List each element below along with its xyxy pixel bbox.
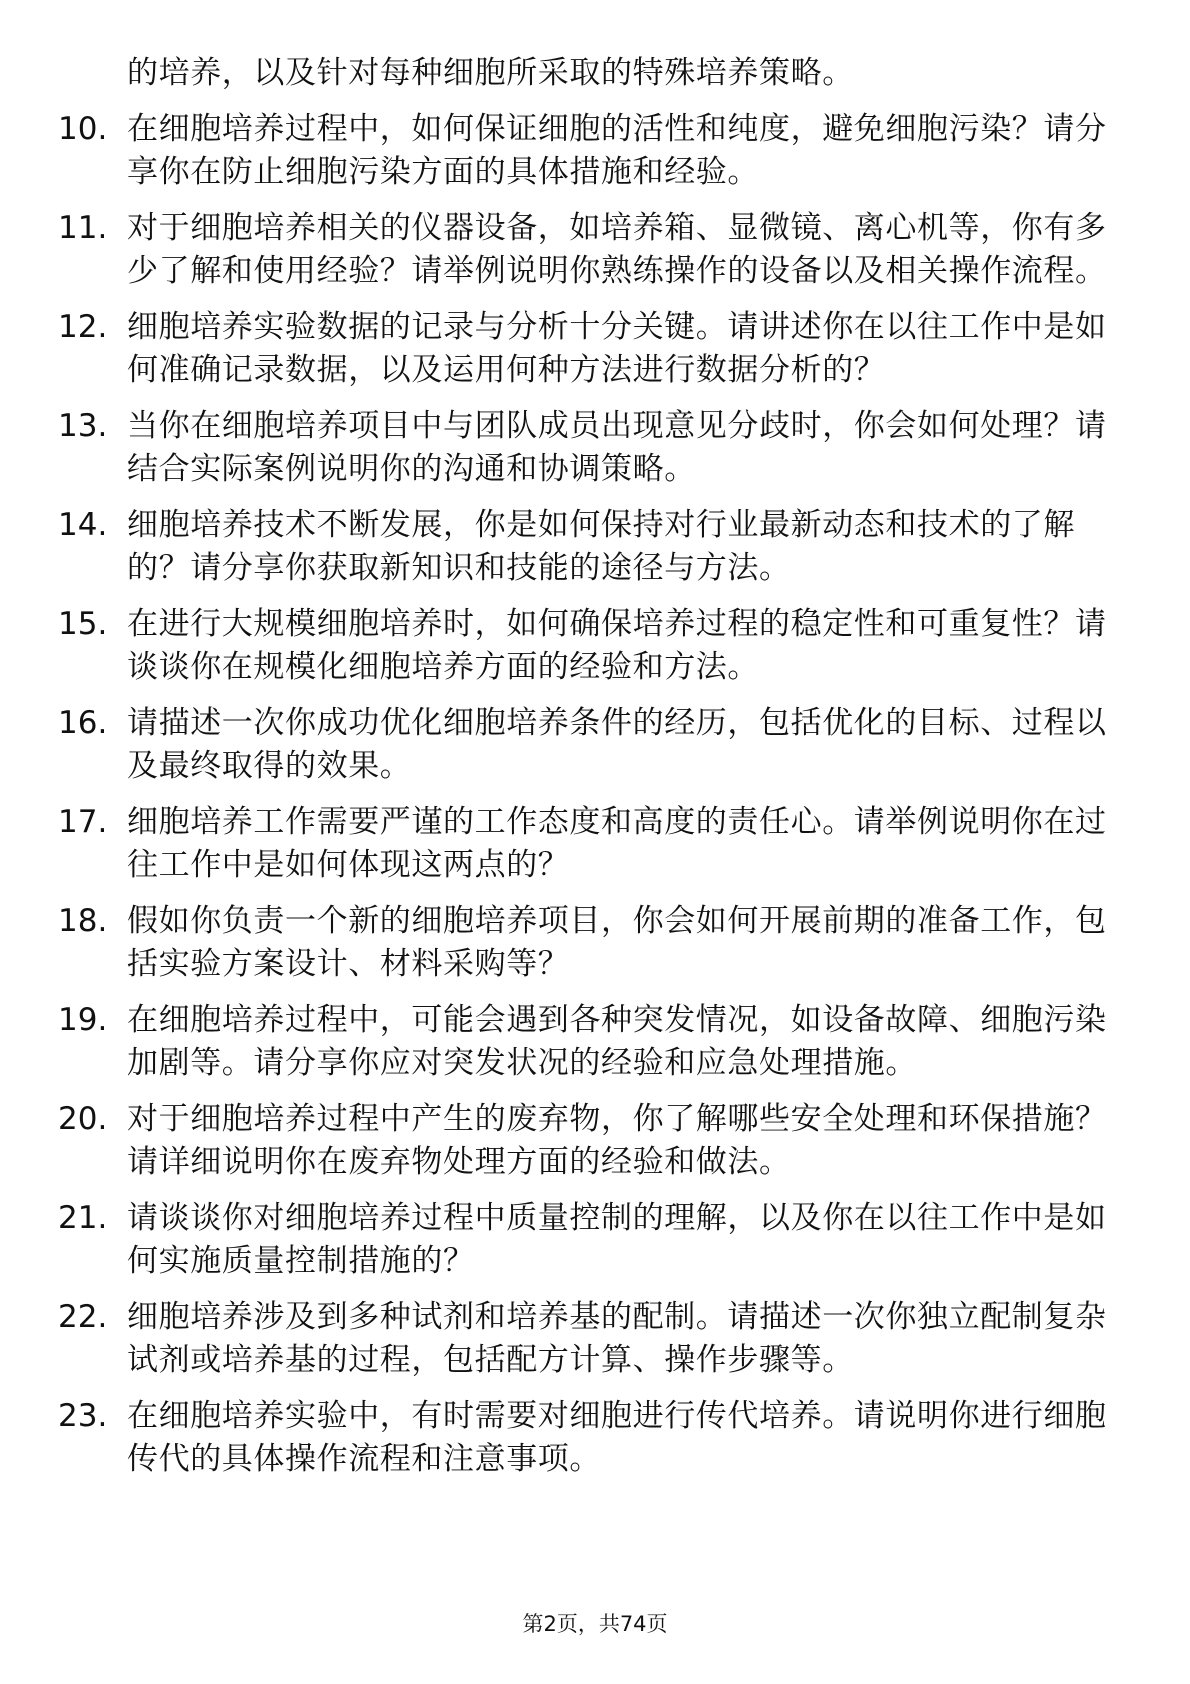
question-text: 在细胞培养过程中，如何保证细胞的活性和纯度，避免细胞污染？请分享你在防止细胞污染方面的具体措施和经验。 xyxy=(127,111,1107,190)
question-list xyxy=(0,52,1190,1494)
question-text: 对于细胞培养相关的仪器设备，如培养箱、显微镜、离心机等，你有多少了解和使用经验？请举例说明你熟练操作的设备以及相关操作流程。 xyxy=(127,210,1107,289)
question-text: 当你在细胞培养项目中与团队成员出现意见分歧时，你会如何处理？请结合实际案例说明你的沟通和协调策略。 xyxy=(127,408,1107,487)
question-item xyxy=(0,900,1117,986)
question-text: 细胞培养涉及到多种试剂和培养基的配制。请描述一次你独立配制复杂试剂或培养基的过程，包括配方计算、操作步骤等。 xyxy=(127,1299,1107,1378)
question-item xyxy=(0,702,1117,788)
question-text: 请谈谈你对细胞培养过程中质量控制的理解，以及你在以往工作中是如何实施质量控制措施的？ xyxy=(127,1200,1107,1279)
question-item xyxy=(0,801,1117,887)
question-number: 13. xyxy=(58,408,108,444)
question-text: 细胞培养技术不断发展，你是如何保持对行业最新动态和技术的了解的？请分享你获取新知识和技能的途径与方法。 xyxy=(127,507,1075,586)
question-item xyxy=(0,603,1117,689)
question-number: 23. xyxy=(58,1398,108,1434)
question-text: 在细胞培养实验中，有时需要对细胞进行传代培养。请说明你进行细胞传代的具体操作流程和注意事项。 xyxy=(127,1398,1107,1477)
page-footer: 第2页，共74页 xyxy=(522,1612,668,1636)
question-item xyxy=(0,504,1117,590)
question-number: 20. xyxy=(58,1101,108,1137)
question-text: 细胞培养实验数据的记录与分析十分关键。请讲述你在以往工作中是如何准确记录数据，以及运用何种方法进行数据分析的？ xyxy=(127,309,1107,388)
question-number: 10. xyxy=(58,111,108,147)
question-text: 在进行大规模细胞培养时，如何确保培养过程的稳定性和可重复性？请谈谈你在规模化细胞培养方面的经验和方法。 xyxy=(127,606,1107,685)
question-number: 11. xyxy=(58,210,108,246)
question-text: 在细胞培养过程中，可能会遇到各种突发情况，如设备故障、细胞污染加剧等。请分享你应对突发状况的经验和应急处理措施。 xyxy=(127,1002,1107,1081)
question-number: 12. xyxy=(58,309,108,345)
question-item xyxy=(0,1296,1117,1382)
question-number: 21. xyxy=(58,1200,108,1236)
question-item xyxy=(0,999,1117,1085)
question-number: 19. xyxy=(58,1002,108,1038)
question-number: 15. xyxy=(58,606,108,642)
question-text: 细胞培养工作需要严谨的工作态度和高度的责任心。请举例说明你在过往工作中是如何体现这两点的？ xyxy=(127,804,1107,883)
continued-text: 的培养，以及针对每种细胞所采取的特殊培养策略。 xyxy=(127,55,854,91)
question-number: 22. xyxy=(58,1299,108,1335)
question-text: 假如你负责一个新的细胞培养项目，你会如何开展前期的准备工作，包括实验方案设计、材料采购等？ xyxy=(127,903,1107,982)
question-number: 16. xyxy=(58,705,108,741)
question-item xyxy=(0,1395,1117,1481)
question-number: 18. xyxy=(58,903,108,939)
question-number: 14. xyxy=(58,507,108,543)
question-item xyxy=(0,108,1117,194)
question-item xyxy=(0,1098,1117,1184)
question-number: 17. xyxy=(58,804,108,840)
question-item xyxy=(0,306,1117,392)
question-item xyxy=(0,405,1117,491)
question-text: 对于细胞培养过程中产生的废弃物，你了解哪些安全处理和环保措施？请详细说明你在废弃物处理方面的经验和做法。 xyxy=(127,1101,1107,1180)
question-item xyxy=(0,207,1117,293)
question-text: 请描述一次你成功优化细胞培养条件的经历，包括优化的目标、过程以及最终取得的效果。 xyxy=(127,705,1107,784)
question-item xyxy=(0,1197,1117,1283)
